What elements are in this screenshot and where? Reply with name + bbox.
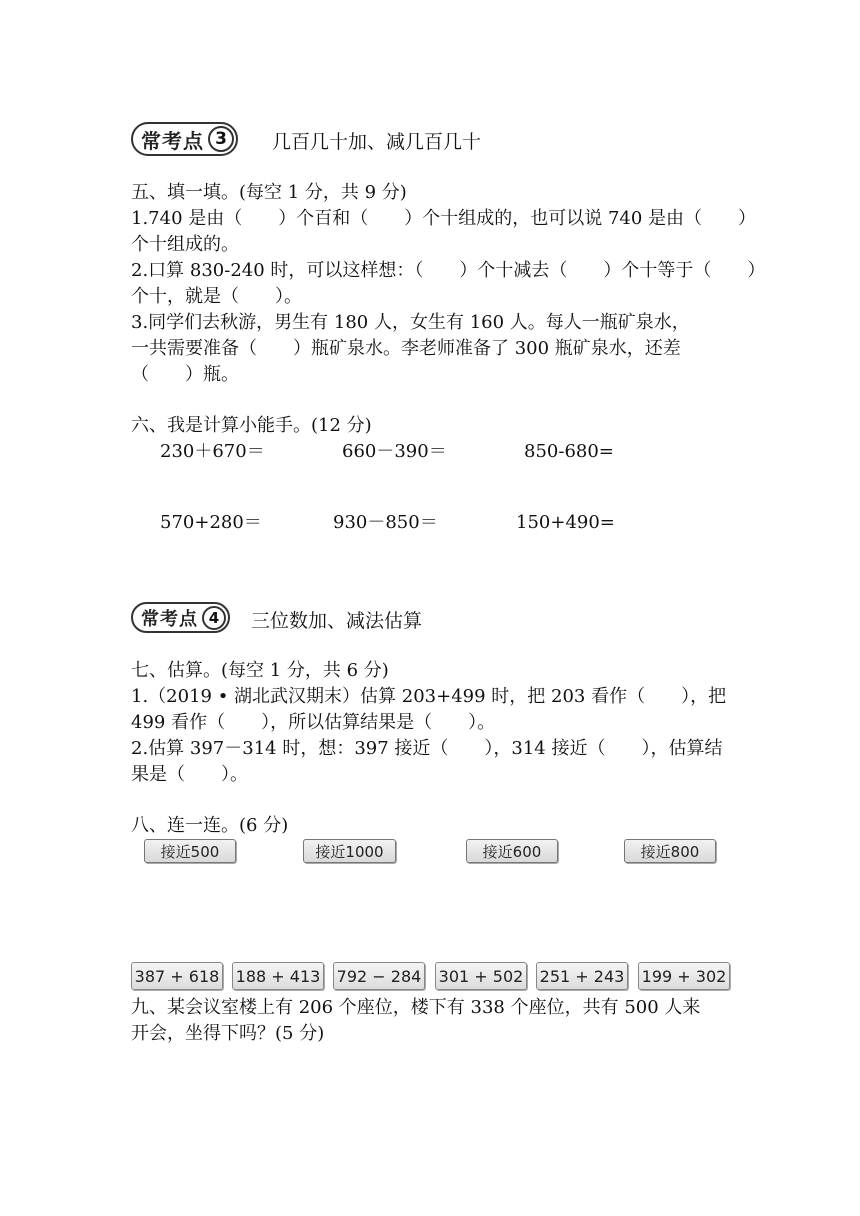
q9-line: 九、某会议室楼上有 206 个座位，楼下有 338 个座位，共有 500 人来 (131, 997, 701, 1018)
q7-line: 2.估算 397－314 时，想：397 接近（ ），314 接近（ ），估算结 (131, 738, 723, 759)
q9-line: 开会，坐得下吗？(5 分) (131, 1023, 325, 1044)
q7-line: 果是（ ）。 (131, 764, 248, 785)
expression-tag: 792 − 284 (333, 962, 425, 990)
topic-4-title: 三位数加、减法估算 (251, 610, 423, 632)
q5-line: 个十组成的。 (131, 234, 239, 255)
calc-problem: 150+490= (516, 512, 615, 533)
q5-line: 2.口算 830-240 时，可以这样想：（ ）个十减去（ ）个十等于（ ） (131, 260, 766, 281)
topic-3-title: 几百几十加、减几百几十 (272, 131, 482, 153)
calc-problem: 850-680= (524, 441, 614, 462)
q5-heading: 五、填一填。(每空 1 分，共 9 分) (131, 182, 407, 203)
q7-heading: 七、估算。(每空 1 分，共 6 分) (131, 660, 389, 681)
topic-badge-label: 常考点 (141, 128, 204, 153)
expression-tag: 251 + 243 (536, 962, 628, 990)
q8-heading: 八、连一连。(6 分) (131, 815, 289, 836)
calc-problem: 930－850＝ (333, 512, 438, 533)
q5-line: 1.740 是由（ ）个百和（ ）个十组成的，也可以说 740 是由（ ） (131, 208, 757, 229)
topic-badge-number: 3 (208, 126, 234, 152)
expression-tag: 188 + 413 (232, 962, 324, 990)
q7-line: 499 看作（ ），所以估算结果是（ ）。 (131, 712, 496, 733)
topic-badge-label: 常考点 (141, 608, 198, 630)
calc-problem: 230＋670＝ (160, 441, 265, 462)
q6-heading: 六、我是计算小能手。(12 分) (131, 415, 372, 436)
expression-tag: 199 + 302 (638, 962, 730, 990)
topic-3-badge (131, 122, 238, 156)
target-tag: 接近600 (466, 839, 558, 863)
calc-problem: 570+280＝ (160, 512, 262, 533)
expression-tag: 387 + 618 (131, 962, 223, 990)
target-tag: 接近1000 (303, 839, 396, 863)
target-tag: 接近500 (144, 839, 236, 863)
q5-line: （ ）瓶。 (131, 364, 239, 385)
q7-line: 1.（2019 • 湖北武汉期末）估算 203+499 时，把 203 看作（ ），把 (131, 686, 727, 707)
q5-line: 一共需要准备（ ）瓶矿泉水。李老师准备了 300 瓶矿泉水，还差 (131, 338, 681, 359)
q5-line: 个十，就是（ ）。 (131, 286, 302, 307)
topic-badge-number: 4 (202, 606, 226, 630)
target-tag: 接近800 (624, 839, 716, 863)
expression-tag: 301 + 502 (435, 962, 527, 990)
q5-line: 3.同学们去秋游，男生有 180 人，女生有 160 人。每人一瓶矿泉水， (131, 312, 690, 333)
calc-problem: 660－390＝ (342, 441, 447, 462)
topic-4-badge (131, 602, 230, 633)
